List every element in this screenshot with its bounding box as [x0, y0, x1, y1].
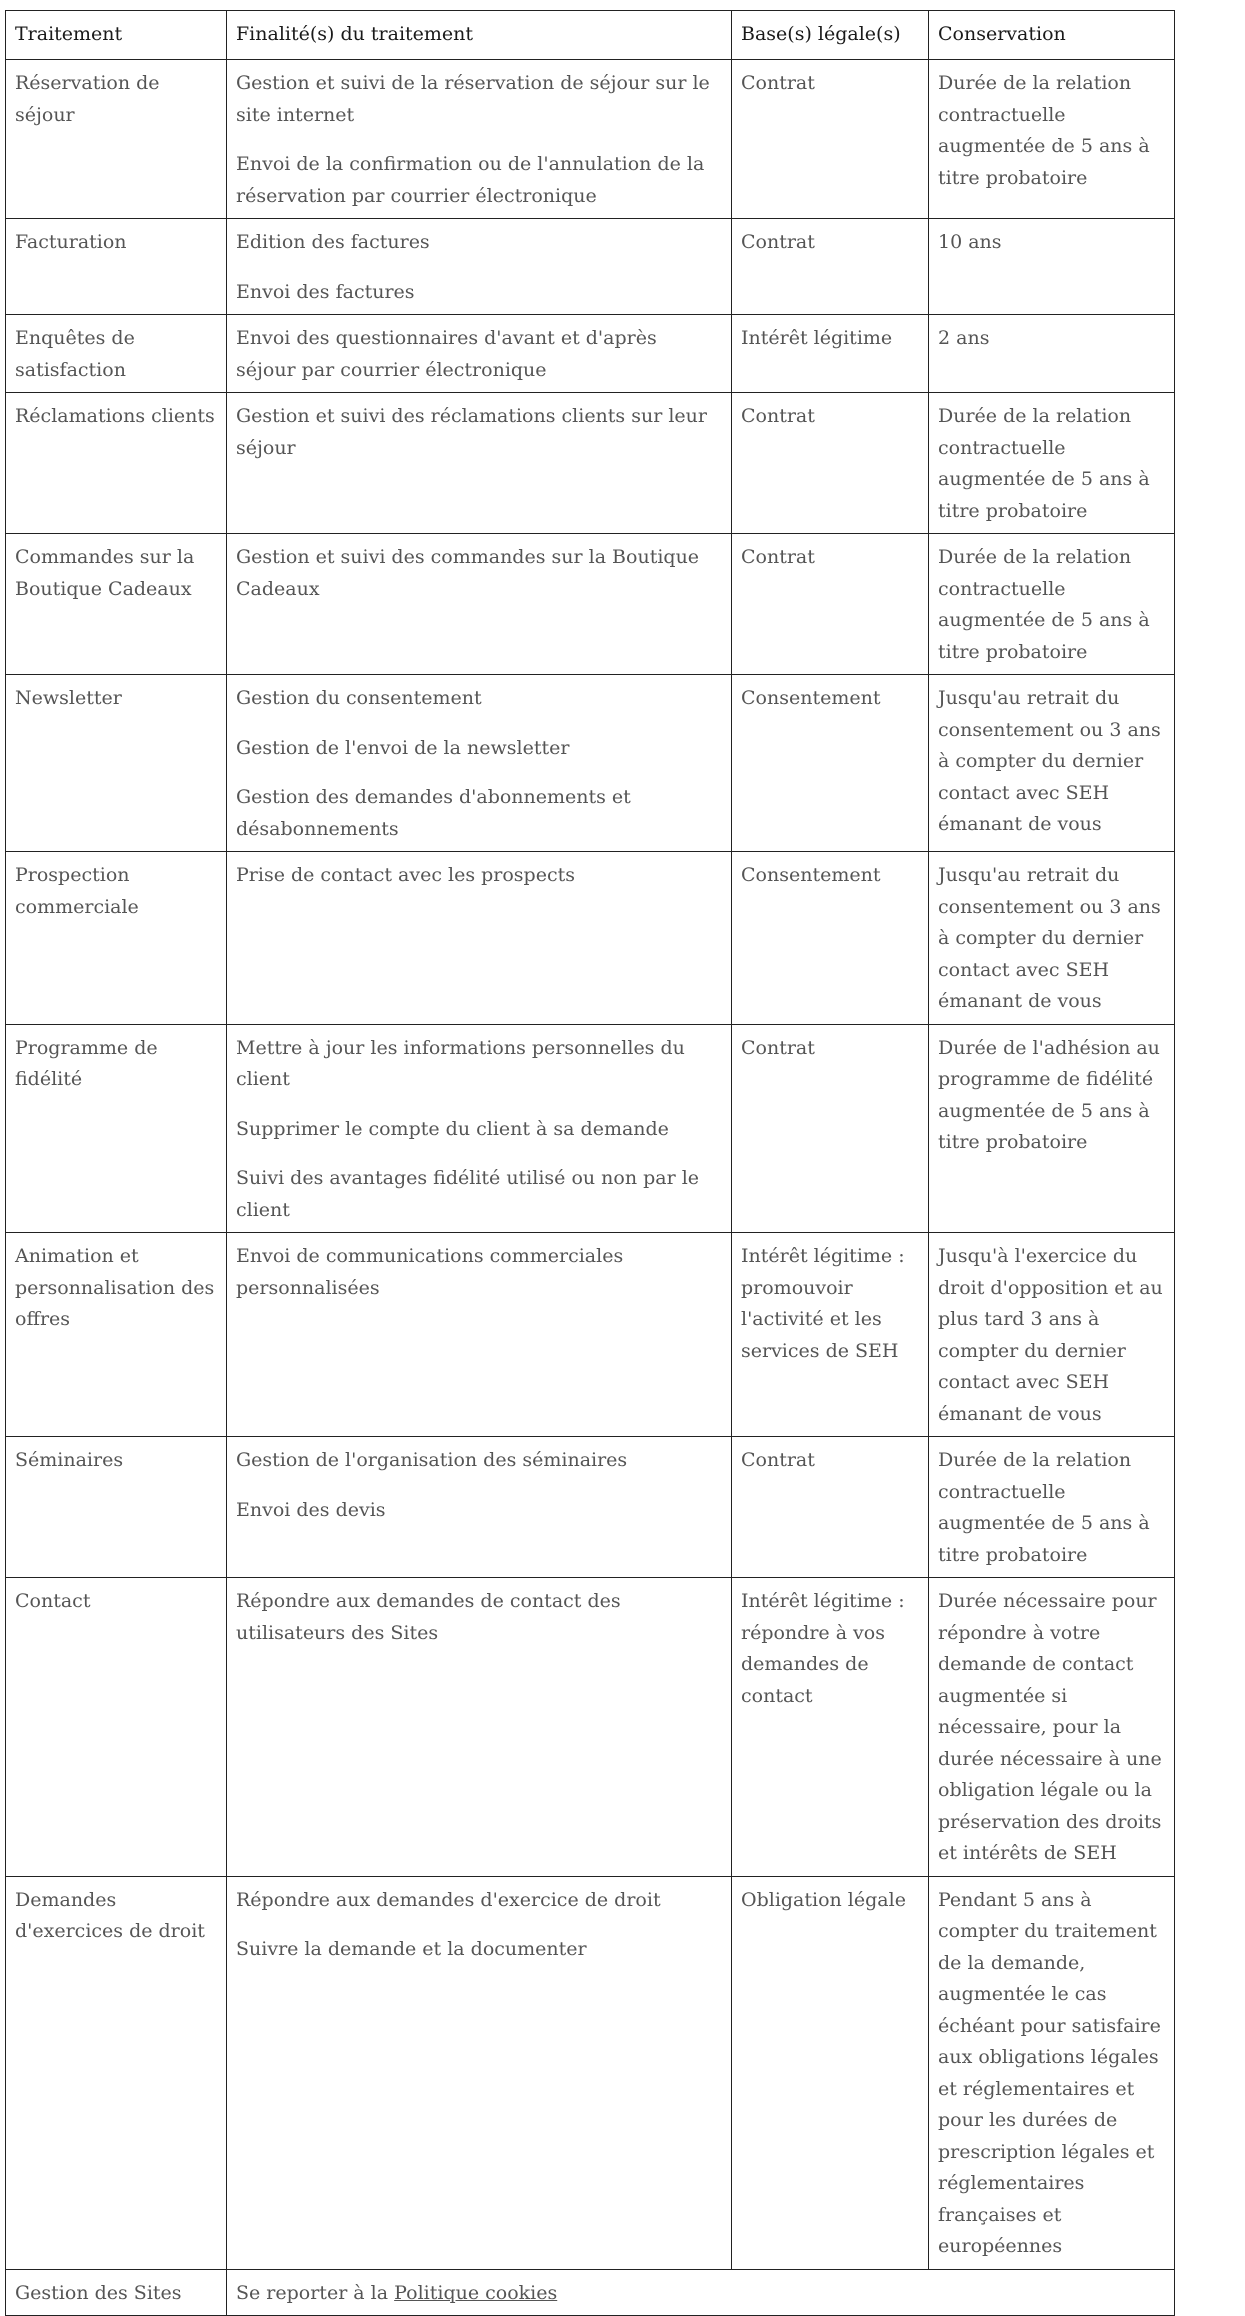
purpose-item: Répondre aux demandes d'exercice de droit: [236, 1888, 661, 1911]
table-row: [6, 534, 1175, 675]
purpose-item: Edition des factures: [236, 231, 430, 253]
cell-legal-basis: Intérêt légitime : promouvoir l'activité et les services de SEH: [732, 1233, 929, 1437]
purpose-item: Mettre à jour les informations personnelles du client: [236, 1036, 685, 1090]
table-row-site-management: [6, 2269, 1175, 2316]
cookie-policy-link[interactable]: Politique cookies: [394, 2281, 558, 2304]
table-row: [6, 393, 1175, 534]
table-row: [6, 60, 1175, 219]
table-row: [6, 219, 1175, 315]
cell-legal-basis: Contrat: [732, 393, 929, 534]
cell-retention: Jusqu'à l'exercice du droit d'opposition et au plus tard 3 ans à compter du dernier contact avec SEH émanant de vous: [929, 1233, 1175, 1437]
purpose-item: Suivre la demande et la documenter: [236, 1938, 587, 1960]
cell-retention: Durée de l'adhésion au programme de fidélité augmentée de 5 ans à titre probatoire: [929, 1024, 1175, 1233]
cell-treatment: Réclamations clients: [6, 393, 227, 534]
purpose-item: Gestion et suivi de la réservation de séjour sur le site internet: [236, 72, 710, 126]
purpose-item: Envoi des factures: [236, 280, 415, 303]
cell-retention: Durée nécessaire pour répondre à votre demande de contact augmentée si nécessaire, pour la durée nécessaire à une obligation légale ou la préservation des droits et intérêts de SEH: [929, 1578, 1175, 1877]
cell-treatment: Contact: [6, 1578, 227, 1877]
cell-purposes: [227, 852, 732, 1025]
purpose-item: Prise de contact avec les prospects: [236, 864, 575, 886]
cell-treatment: Facturation: [6, 219, 227, 315]
cell-legal-basis: Intérêt légitime: [732, 315, 929, 393]
table-row: [6, 1024, 1175, 1233]
cell-retention: Durée de la relation contractuelle augmentée de 5 ans à titre probatoire: [929, 534, 1175, 675]
data-processing-table: [5, 10, 1175, 2316]
cell-treatment: Newsletter: [6, 675, 227, 852]
cell-treatment: Réservation de séjour: [6, 60, 227, 219]
cell-treatment: Commandes sur la Boutique Cadeaux: [6, 534, 227, 675]
cell-purposes: [227, 315, 732, 393]
purpose-item: Gestion de l'envoi de la newsletter: [236, 736, 570, 759]
cell-purposes: [227, 219, 732, 315]
table-row: [6, 1578, 1175, 1877]
header-retention: Conservation: [929, 11, 1175, 60]
cell-retention: Jusqu'au retrait du consentement ou 3 ans à compter du dernier contact avec SEH émanant de vous: [929, 852, 1175, 1025]
cell-purposes: [227, 1233, 732, 1437]
cookie-reference-text: Se reporter à la: [236, 2281, 395, 2304]
purpose-item: Gestion et suivi des réclamations clients sur leur séjour: [236, 405, 707, 459]
purpose-item: Envoi des questionnaires d'avant et d'après séjour par courrier électronique: [236, 327, 657, 381]
cell-treatment: Gestion des Sites: [6, 2269, 227, 2316]
cell-purposes: [227, 675, 732, 852]
cell-legal-basis: Contrat: [732, 1024, 929, 1233]
cell-treatment: Demandes d'exercices de droit: [6, 1876, 227, 2269]
table-body: [6, 60, 1175, 2270]
cell-legal-basis: Obligation légale: [732, 1876, 929, 2269]
purpose-item: Envoi des devis: [236, 1498, 386, 1521]
cell-retention: Jusqu'au retrait du consentement ou 3 ans à compter du dernier contact avec SEH émanant de vous: [929, 675, 1175, 852]
table-row: [6, 315, 1175, 393]
cell-cookie-reference: [227, 2269, 1175, 2316]
purpose-item: Envoi de la confirmation ou de l'annulation de la réservation par courrier électronique: [236, 153, 705, 207]
purpose-item: Suivi des avantages fidélité utilisé ou non par le client: [236, 1167, 700, 1221]
cell-legal-basis: Contrat: [732, 534, 929, 675]
cell-purposes: [227, 1876, 732, 2269]
table-row: [6, 1876, 1175, 2269]
header-treatment: Traitement: [6, 11, 227, 60]
table-row: [6, 1437, 1175, 1578]
cell-purposes: [227, 393, 732, 534]
cell-legal-basis: Consentement: [732, 675, 929, 852]
cell-purposes: [227, 1024, 732, 1233]
table-row: [6, 852, 1175, 1025]
cell-treatment: Animation et personnalisation des offres: [6, 1233, 227, 1437]
purpose-item: Gestion de l'organisation des séminaires: [236, 1449, 628, 1471]
purpose-item: Répondre aux demandes de contact des utilisateurs des Sites: [236, 1590, 621, 1644]
cell-treatment: Prospection commerciale: [6, 852, 227, 1025]
cell-purposes: [227, 534, 732, 675]
cell-treatment: Enquêtes de satisfaction: [6, 315, 227, 393]
cell-treatment: Programme de fidélité: [6, 1024, 227, 1233]
cell-retention: Pendant 5 ans à compter du traitement de la demande, augmentée le cas échéant pour satisfaire aux obligations légales et réglementaires et pour les durées de prescription légales et réglementaires françaises et européennes: [929, 1876, 1175, 2269]
cell-legal-basis: Consentement: [732, 852, 929, 1025]
table-header-row: [6, 11, 1175, 60]
table-row: [6, 1233, 1175, 1437]
purpose-item: Envoi de communications commerciales personnalisées: [236, 1245, 624, 1299]
cell-legal-basis: Contrat: [732, 1437, 929, 1578]
cell-retention: Durée de la relation contractuelle augmentée de 5 ans à titre probatoire: [929, 1437, 1175, 1578]
purpose-item: Gestion et suivi des commandes sur la Boutique Cadeaux: [236, 546, 700, 600]
cell-purposes: [227, 1578, 732, 1877]
table-row: [6, 675, 1175, 852]
purpose-item: Supprimer le compte du client à sa demande: [236, 1117, 669, 1140]
cell-retention: 2 ans: [929, 315, 1175, 393]
cell-legal-basis: Contrat: [732, 219, 929, 315]
header-legal-basis: Base(s) légale(s): [732, 11, 929, 60]
cell-retention: Durée de la relation contractuelle augmentée de 5 ans à titre probatoire: [929, 60, 1175, 219]
cell-retention: Durée de la relation contractuelle augmentée de 5 ans à titre probatoire: [929, 393, 1175, 534]
cell-legal-basis: Intérêt légitime : répondre à vos demandes de contact: [732, 1578, 929, 1877]
header-purposes: Finalité(s) du traitement: [227, 11, 732, 60]
cell-retention: 10 ans: [929, 219, 1175, 315]
cell-purposes: [227, 1437, 732, 1578]
purpose-item: Gestion du consentement: [236, 687, 482, 709]
purpose-item: Gestion des demandes d'abonnements et désabonnements: [236, 786, 631, 840]
cell-legal-basis: Contrat: [732, 60, 929, 219]
cell-treatment: Séminaires: [6, 1437, 227, 1578]
cell-purposes: [227, 60, 732, 219]
